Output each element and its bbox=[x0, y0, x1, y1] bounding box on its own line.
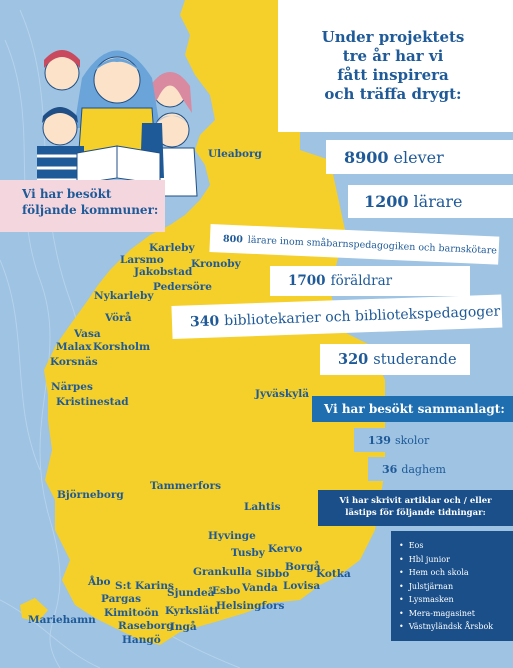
stat-number: 320 bbox=[338, 351, 369, 368]
stat-number: 1700 bbox=[288, 273, 326, 289]
total-number: 139 bbox=[368, 433, 391, 447]
total-number: 36 bbox=[382, 462, 398, 476]
place-label: Esbo bbox=[212, 585, 241, 597]
stat-label: bibliotekarier och bibliotekspedagoger bbox=[223, 303, 501, 329]
place-label: Kimitoön bbox=[104, 607, 159, 619]
articles-heading-line: lästips för följande tidningar: bbox=[345, 508, 486, 518]
place-label: Hangö bbox=[122, 634, 161, 646]
total-schools bbox=[354, 428, 464, 452]
visited-municipalities-label bbox=[0, 180, 165, 232]
place-label: Kronoby bbox=[191, 258, 241, 270]
articles-heading bbox=[318, 490, 513, 526]
stat-students bbox=[320, 344, 470, 375]
stat-label: lärare bbox=[413, 192, 463, 211]
stat-number: 800 bbox=[222, 233, 244, 245]
place-label: Pedersöre bbox=[153, 281, 212, 293]
place-label: Kotka bbox=[316, 568, 351, 580]
newspaper-item: • Hbl junior bbox=[399, 553, 513, 567]
place-label: Sibbo bbox=[256, 568, 290, 580]
newspaper-item: • Lysmasken bbox=[399, 593, 513, 607]
place-label: Raseborg bbox=[118, 620, 174, 632]
place-label: Kervo bbox=[268, 543, 303, 555]
total-heading-text: Vi har besökt sammanlagt: bbox=[324, 402, 505, 416]
headline-line: tre år har vi bbox=[342, 47, 444, 65]
place-label: Tusby bbox=[231, 547, 265, 559]
place-label: Jakobstad bbox=[134, 266, 193, 278]
stat-label: föräldrar bbox=[330, 273, 393, 289]
total-label: daghem bbox=[401, 462, 446, 476]
place-label: S:t Karins bbox=[115, 580, 174, 592]
place-label: Åbo bbox=[88, 576, 111, 588]
place-label: Kyrkslätt bbox=[165, 605, 219, 617]
place-label: Lovisa bbox=[283, 580, 321, 592]
place-label: Pargas bbox=[101, 593, 142, 605]
place-label: Vasa bbox=[74, 328, 101, 340]
stat-parents bbox=[270, 266, 470, 296]
place-label: Korsnäs bbox=[50, 356, 98, 368]
place-label: Björneborg bbox=[57, 489, 124, 501]
place-label: Kristinestad bbox=[56, 396, 129, 408]
place-label: Lahtis bbox=[244, 501, 281, 513]
place-label: Borgå bbox=[285, 561, 321, 573]
family-reading-illustration bbox=[22, 28, 207, 198]
place-label: Ingå bbox=[170, 621, 197, 633]
place-label: Malax bbox=[56, 341, 92, 353]
place-label: Larsmo bbox=[120, 254, 164, 266]
headline-line: och träffa drygt: bbox=[324, 85, 462, 103]
total-heading bbox=[312, 396, 513, 422]
place-label: Uleaborg bbox=[208, 148, 262, 160]
place-label: Närpes bbox=[51, 381, 93, 393]
newspaper-item: • Västnyländsk Årsbok bbox=[399, 620, 513, 634]
stat-teachers bbox=[348, 185, 513, 218]
headline bbox=[300, 28, 486, 104]
stat-number: 1200 bbox=[364, 192, 409, 211]
place-label: Tammerfors bbox=[150, 480, 222, 492]
place-label: Nykarleby bbox=[94, 290, 154, 302]
stat-label: elever bbox=[393, 147, 444, 167]
stat-number: 8900 bbox=[344, 147, 389, 167]
newspaper-item: • Hem och skola bbox=[399, 566, 513, 580]
place-label: Hyvinge bbox=[208, 530, 256, 542]
visited-line: följande kommuner: bbox=[22, 203, 159, 217]
stat-label: lärare inom småbarnspedagogiken och barnskötare bbox=[247, 234, 498, 257]
place-label: Vanda bbox=[242, 582, 278, 594]
place-label: Mariehamn bbox=[28, 614, 96, 626]
headline-line: Under projektets bbox=[321, 28, 465, 46]
place-label: Grankulla bbox=[193, 566, 252, 578]
place-label: Jyväskylä bbox=[255, 388, 310, 400]
place-label: Vörå bbox=[105, 312, 132, 324]
stat-number: 340 bbox=[189, 312, 220, 330]
newspaper-list bbox=[391, 531, 513, 641]
total-label: skolor bbox=[394, 433, 430, 447]
stat-pupils bbox=[326, 140, 513, 174]
newspaper-item: • Mera-magasinet bbox=[399, 607, 513, 621]
articles-heading-line: Vi har skrivit artiklar och / eller bbox=[339, 496, 492, 506]
newspaper-item: • Julstjärnan bbox=[399, 580, 513, 594]
place-label: Helsingfors bbox=[216, 600, 285, 612]
newspaper-item: • Eos bbox=[399, 539, 513, 553]
place-label: Karleby bbox=[149, 242, 195, 254]
place-label: Sjundeå bbox=[167, 587, 215, 599]
visited-line: Vi har besökt bbox=[22, 187, 112, 201]
place-label: Korsholm bbox=[93, 341, 151, 353]
stat-label: studerande bbox=[373, 351, 457, 368]
headline-line: fått inspirera bbox=[337, 66, 449, 84]
total-daycares bbox=[368, 457, 468, 481]
